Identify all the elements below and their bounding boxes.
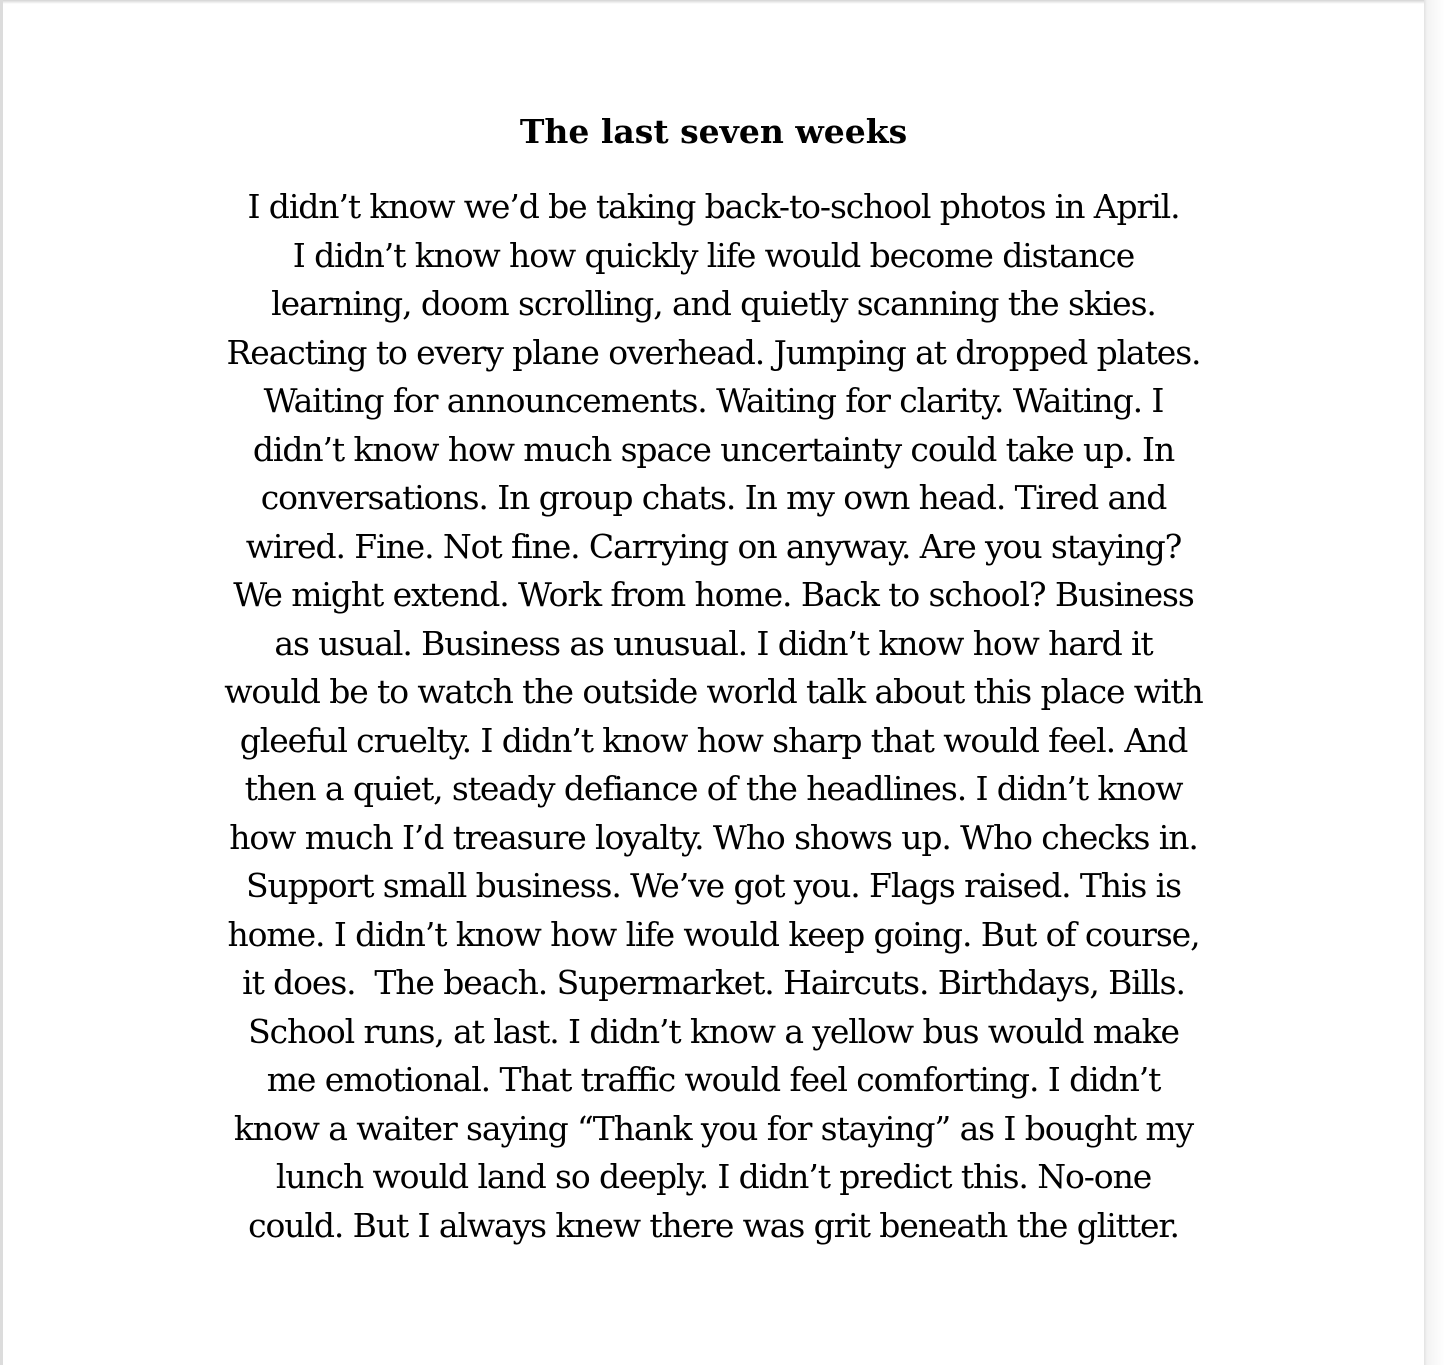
text-line: I didn’t know we’d be taking back-to-school photos in April. [247,187,1180,226]
text-line: me emotional. That traffic would feel comforting. I didn’t [266,1060,1161,1099]
text-line: how much I’d treasure loyalty. Who shows up. Who checks in. [229,817,1198,857]
document-body [3,183,1424,1250]
text-line: didn’t know how much space uncertainty could take up. In [252,429,1175,469]
text-line: conversations. In group chats. In my own head. Tired and [260,478,1167,517]
text-line: Reacting to every plane overhead. Jumping at dropped plates. [226,332,1201,372]
document-title: The last seven weeks [519,112,908,151]
text-line: Waiting for announcements. Waiting for clarity. Waiting. I [263,381,1164,420]
text-line: lunch would land so deeply. I didn’t predict this. No-one [275,1157,1152,1196]
document-page [3,4,1424,1365]
text-line: would be to watch the outside world talk about this place with [224,672,1203,711]
text-line: wired. Fine. Not fine. Carrying on anyway. Are you staying? [245,526,1182,566]
text-line: know a waiter saying “Thank you for staying” as I bought my [233,1108,1194,1148]
right-scroll-gutter[interactable] [1424,0,1445,1365]
text-line: gleeful cruelty. I didn’t know how sharp that would feel. And [239,720,1188,760]
text-line: it does. The beach. Supermarket. Haircuts. Birthdays, Bills. [242,963,1185,1002]
text-line: learning, doom scrolling, and quietly scanning the skies. [271,284,1156,323]
text-line: Support small business. We’ve got you. Flags raised. This is [246,866,1181,905]
text-line: School runs, at last. I didn’t know a yellow bus would make [248,1011,1179,1051]
text-line: could. But I always knew there was grit beneath the glitter. [248,1205,1179,1245]
text-line: We might extend. Work from home. Back to school? Business [233,575,1194,614]
text-line: then a quiet, steady defiance of the headlines. I didn’t know [244,769,1183,808]
text-line: home. I didn’t know how life would keep going. But of course, [227,914,1200,954]
text-line: as usual. Business as unusual. I didn’t know how hard it [274,623,1153,663]
text-line: I didn’t know how quickly life would become distance [292,235,1135,275]
